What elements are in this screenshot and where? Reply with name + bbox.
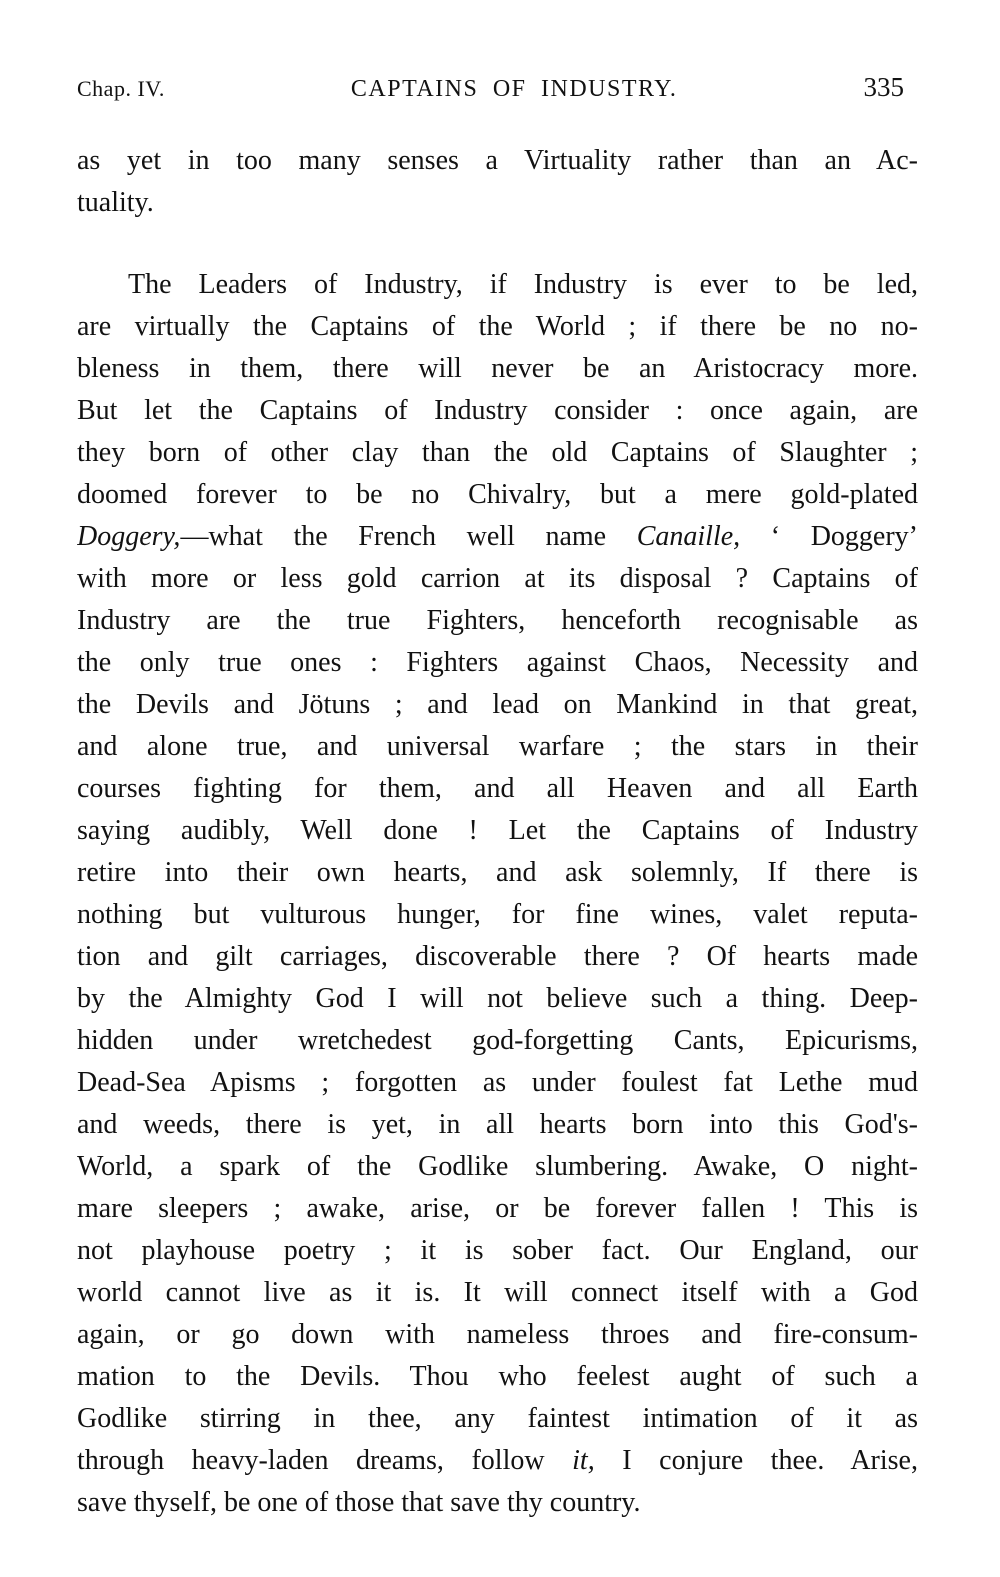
text-segment: Dead-Sea Apisms ; forgotten as under foulest fat Lethe mud (77, 1067, 918, 1098)
text-segment: save thyself, be one of those that save thy country. (77, 1487, 641, 1518)
text-segment: courses fighting for them, and all Heaven and all Earth (77, 773, 918, 804)
text-line (77, 852, 918, 894)
text-line (77, 140, 918, 182)
italic-text: it, (572, 1445, 595, 1476)
text-line (77, 348, 918, 390)
text-line (77, 1272, 918, 1314)
paragraph (77, 140, 918, 224)
page-body (77, 140, 918, 1524)
italic-text: Doggery, (77, 521, 181, 552)
text-line (77, 474, 918, 516)
text-segment: and alone true, and universal warfare ; the stars in their (77, 731, 918, 762)
text-line (77, 432, 918, 474)
text-line (77, 390, 918, 432)
italic-text: Canaille, (636, 521, 741, 552)
text-segment: Godlike stirring in thee, any faintest intimation of it as (77, 1403, 918, 1434)
text-line (77, 1440, 918, 1482)
running-title: CAPTAINS OF INDUSTRY. (350, 76, 678, 102)
text-line (77, 768, 918, 810)
text-line (77, 600, 918, 642)
text-segment: and weeds, there is yet, in all hearts born into this God's- (77, 1109, 918, 1140)
text-line (77, 684, 918, 726)
text-segment: again, or go down with nameless throes and fire-consum- (77, 1319, 918, 1350)
text-segment: world cannot live as it is. It will connect itself with a God (77, 1277, 918, 1308)
text-segment: tion and gilt carriages, discoverable there ? Of hearts made (77, 941, 918, 972)
paragraph (77, 264, 918, 1524)
text-line (77, 1398, 918, 1440)
text-line (77, 1356, 918, 1398)
text-line (77, 978, 918, 1020)
text-line (77, 642, 918, 684)
text-segment: are virtually the Captains of the World ; if there be no no- (77, 311, 918, 342)
text-segment: they born of other clay than the old Captains of Slaughter ; (77, 437, 918, 468)
page-number: 335 (863, 72, 904, 102)
text-segment: ‘ Doggery’ (740, 521, 918, 552)
text-segment: mare sleepers ; awake, arise, or be forever fallen ! This is (77, 1193, 918, 1224)
text-segment: bleness in them, there will never be an Aristocracy more. (77, 353, 918, 384)
text-segment: through heavy-laden dreams, follow (77, 1445, 573, 1476)
text-segment: The Leaders of Industry, if Industry is ever to be led, (128, 269, 918, 300)
text-line (77, 1314, 918, 1356)
text-line (77, 936, 918, 978)
text-line (77, 726, 918, 768)
text-segment: not playhouse poetry ; it is sober fact. Our England, our (77, 1235, 918, 1266)
text-segment: the only true ones : Fighters against Chaos, Necessity and (77, 647, 918, 678)
text-segment: saying audibly, Well done ! Let the Captains of Industry (77, 815, 918, 846)
text-line (77, 1482, 918, 1524)
text-line (77, 1062, 918, 1104)
text-segment: I conjure thee. Arise, (594, 1445, 918, 1476)
text-segment: nothing but vulturous hunger, for fine wines, valet reputa- (77, 899, 918, 930)
text-line (77, 1146, 918, 1188)
text-line (77, 1188, 918, 1230)
text-line (77, 264, 918, 306)
text-line (77, 1020, 918, 1062)
chapter-label: Chap. IV. (77, 76, 165, 101)
text-line (77, 306, 918, 348)
text-line (77, 894, 918, 936)
text-line (77, 1230, 918, 1272)
text-segment: the Devils and Jötuns ; and lead on Mankind in that great, (77, 689, 918, 720)
text-line (77, 810, 918, 852)
text-line (77, 516, 918, 558)
text-line (77, 1104, 918, 1146)
text-segment: by the Almighty God I will not believe such a thing. Deep- (77, 983, 918, 1014)
text-segment: doomed forever to be no Chivalry, but a mere gold-plated (77, 479, 918, 510)
text-segment: hidden under wretchedest god-forgetting Cants, Epicurisms, (77, 1025, 918, 1056)
text-segment: with more or less gold carrion at its disposal ? Captains of (77, 563, 918, 594)
text-segment: World, a spark of the Godlike slumbering. Awake, O night- (77, 1151, 918, 1182)
text-segment: Industry are the true Fighters, henceforth recognisable as (77, 605, 918, 636)
text-segment: But let the Captains of Industry consider : once again, are (77, 395, 918, 426)
text-segment: tuality. (77, 187, 154, 218)
text-segment: —what the French well name (180, 521, 637, 552)
text-segment: as yet in too many senses a Virtuality rather than an Ac- (77, 145, 918, 176)
text-segment: mation to the Devils. Thou who feelest aught of such a (77, 1361, 918, 1392)
text-line (77, 558, 918, 600)
text-segment: retire into their own hearts, and ask solemnly, If there is (77, 857, 918, 888)
page-header (77, 72, 918, 103)
text-line (77, 182, 918, 224)
